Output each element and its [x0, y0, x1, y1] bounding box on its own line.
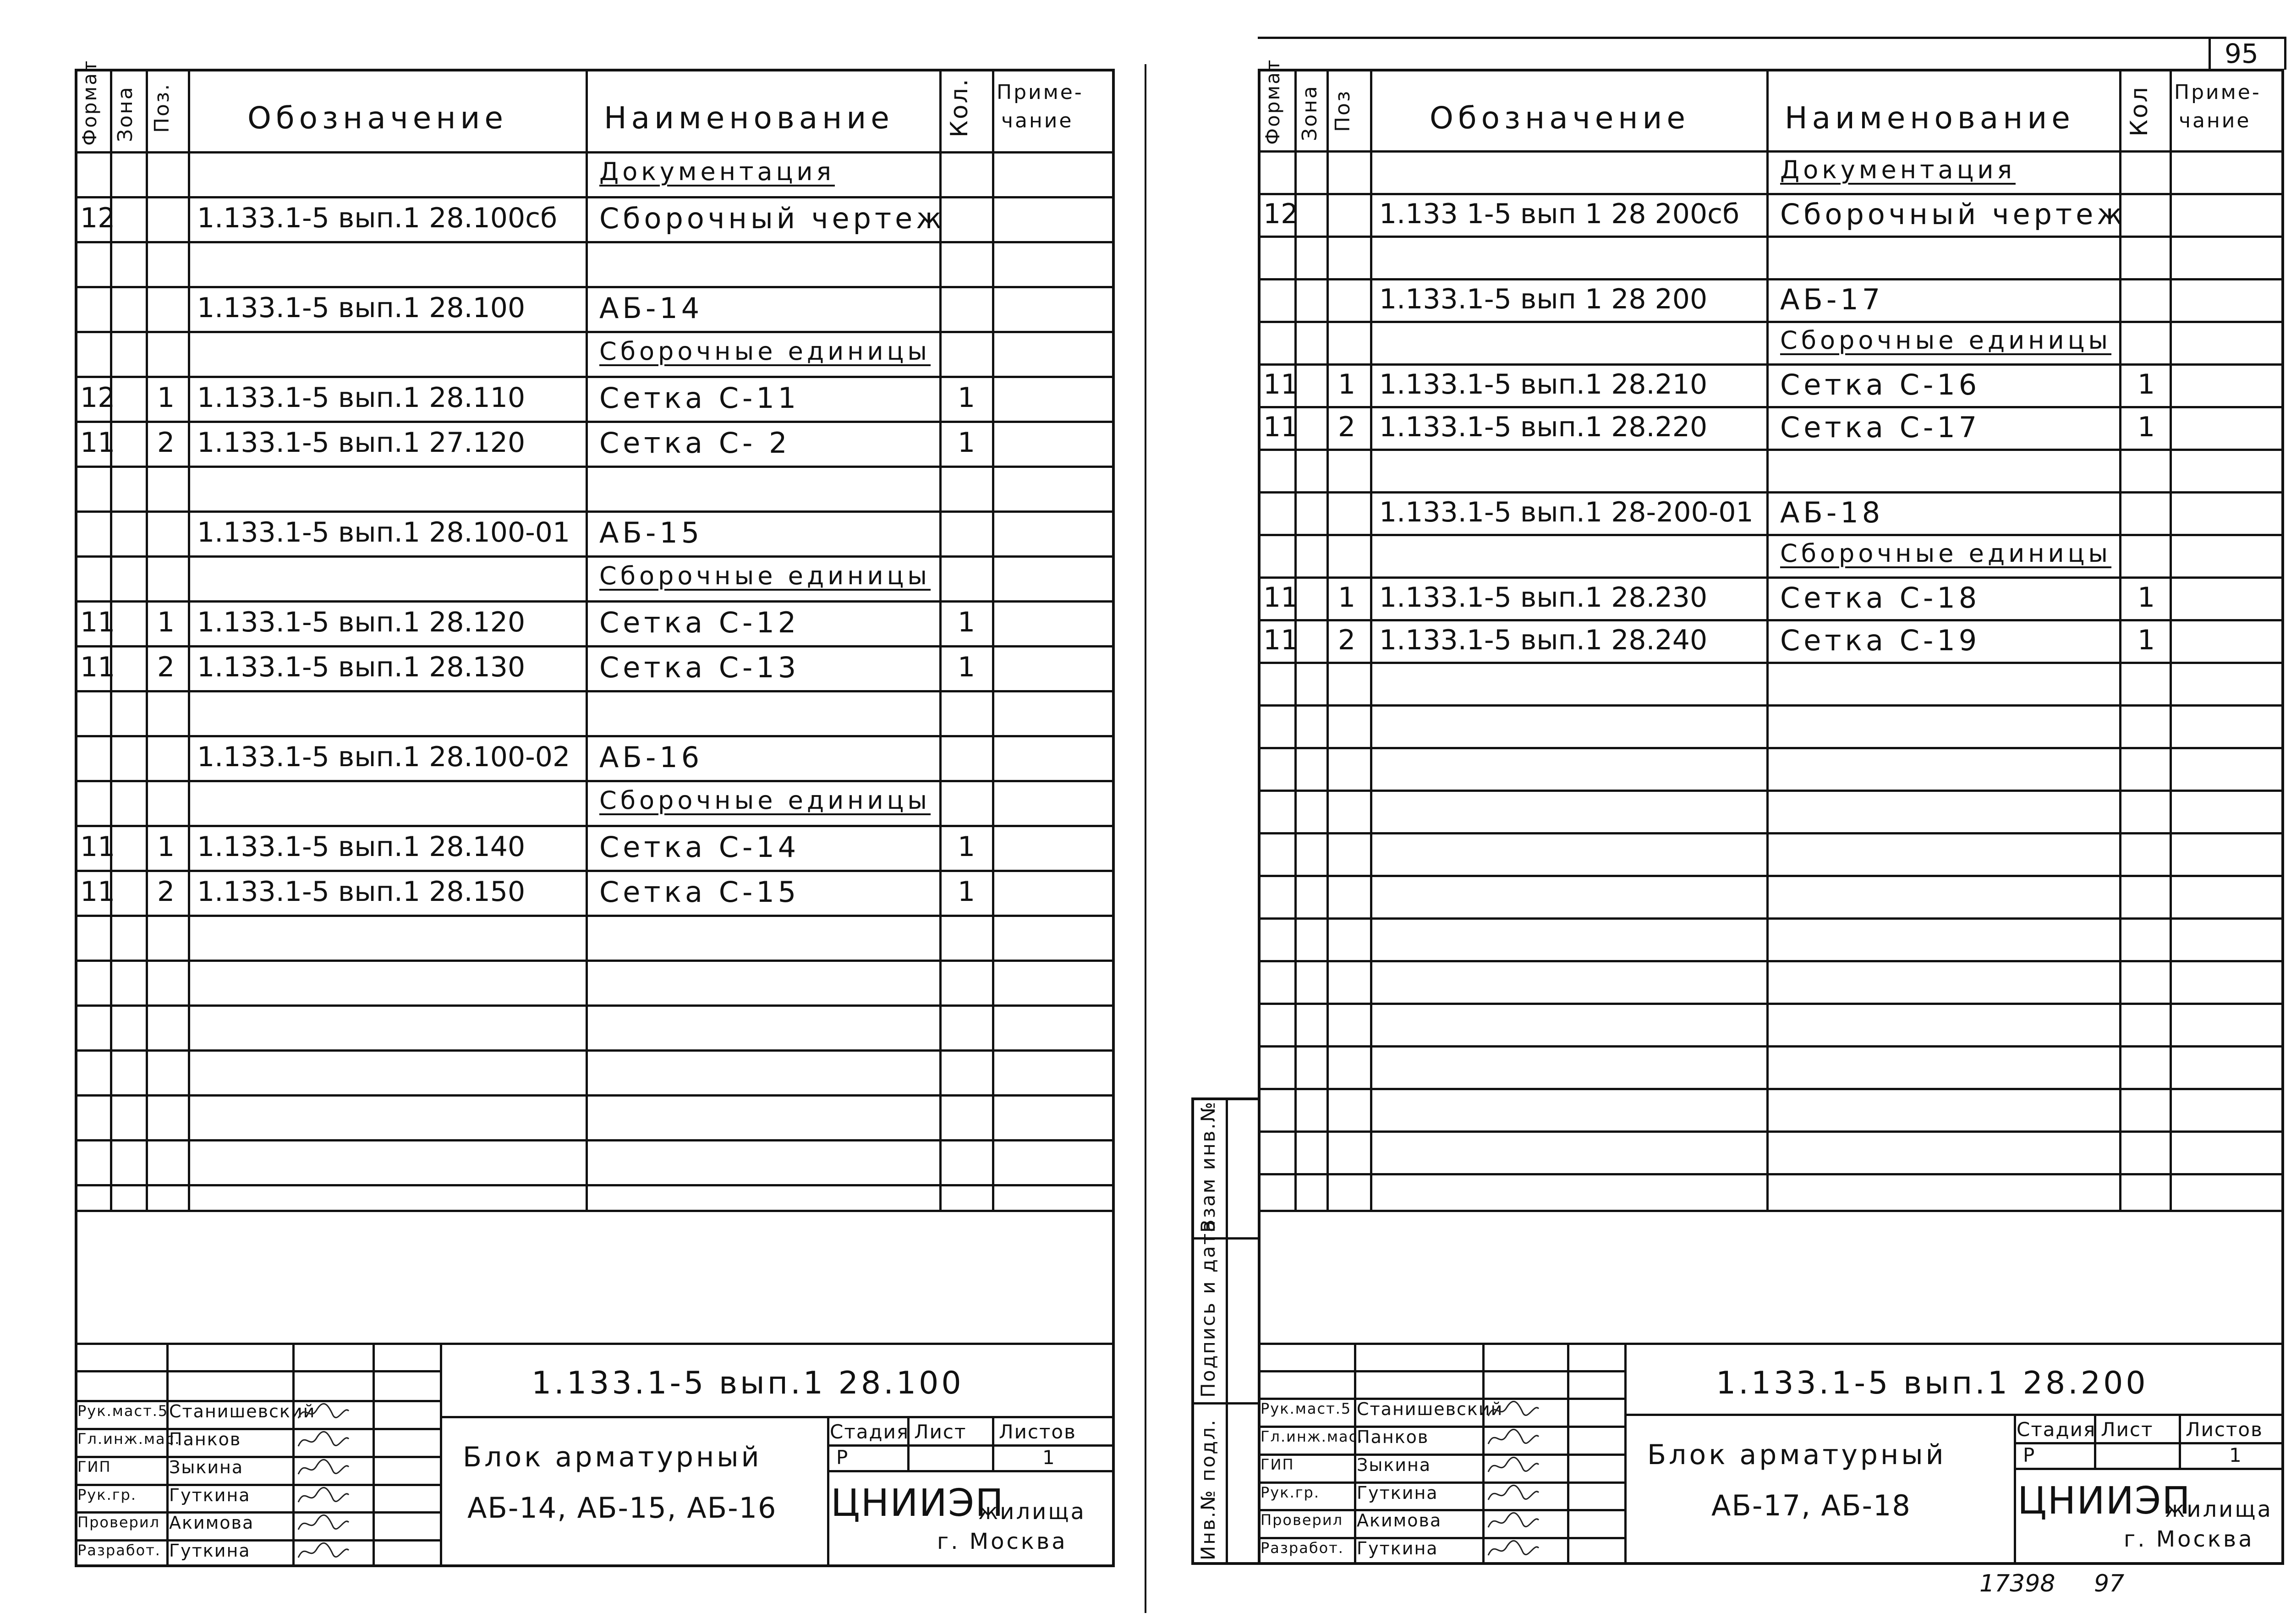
footer-code: 17398 — [1979, 1570, 2055, 1597]
row-designation: 1.133.1-5 вып.1 28.150 — [197, 876, 526, 908]
tb-person-name: Гуткина — [1357, 1538, 1438, 1559]
row-name: Сетка С- 2 — [599, 426, 791, 460]
tb-person-name: Станишевский — [1357, 1399, 1503, 1419]
row-name: Сборочные единицы — [599, 561, 931, 590]
tb-person-name: Панков — [169, 1429, 241, 1449]
tb-city: г. Москва — [2124, 1526, 2254, 1552]
tb-stage-label: Стадия — [830, 1421, 910, 1443]
row-designation: 1.133.1-5 вып.1 28.220 — [1379, 411, 1708, 443]
row-designation: 1.133.1-5 вып.1 28.140 — [197, 831, 526, 863]
row-designation: 1.133 1-5 вып 1 28 200сб — [1379, 198, 1740, 230]
row-name: Сетка С-16 — [1780, 368, 1981, 401]
tb-org: ЦНИИЭП — [831, 1481, 1004, 1525]
page-number: 95 — [2225, 38, 2258, 69]
row-line — [1258, 1045, 2284, 1048]
row-position: 1 — [1338, 368, 1356, 401]
row-name: Сетка С-18 — [1780, 581, 1981, 614]
tb-role: ГИП — [77, 1458, 111, 1476]
row-designation: 1.133.1-5 вып.1 28.210 — [1379, 368, 1708, 401]
side-stamp-inv: Инв.№ подл. — [1197, 1418, 1219, 1560]
row-name: Документация — [599, 157, 835, 186]
tb-city: г. Москва — [937, 1529, 1068, 1554]
tb-row — [1258, 1370, 1624, 1372]
row-name: АБ-17 — [1780, 282, 1884, 316]
footer-number: 97 — [2094, 1570, 2125, 1597]
header-note-line1: Приме- — [997, 81, 1084, 104]
tb-sheets: 1 — [1042, 1446, 1056, 1469]
tb-role: Гл.инж.мас. — [77, 1430, 181, 1448]
row-format: 12 — [80, 202, 115, 234]
tb-person-name: Станишевский — [169, 1401, 316, 1421]
row-name: Сборочные единицы — [1780, 325, 2112, 355]
row-position: 1 — [157, 831, 175, 863]
header-note-line1: Приме- — [2174, 81, 2261, 104]
tb-role: Рук.маст.5 — [1261, 1400, 1352, 1417]
tb-role: Проверил — [77, 1514, 160, 1531]
row-position: 1 — [157, 382, 175, 414]
tb-role: Проверил — [1261, 1511, 1343, 1529]
tb-person-name: Зыкина — [169, 1457, 244, 1477]
tb-doc-code: 1.133.1-5 вып.1 28.100 — [532, 1365, 964, 1401]
row-name: Сетка С-14 — [599, 830, 800, 864]
tb-stage: Р — [836, 1446, 849, 1469]
row-position: 1 — [1338, 581, 1356, 614]
row-designation: 1.133.1-5 вып.1 28.240 — [1379, 624, 1708, 656]
tb-row — [1258, 1481, 1624, 1484]
row-format: 11 — [1263, 411, 1299, 443]
row-name: Сборочные единицы — [1780, 538, 2112, 568]
row-line — [1258, 363, 2284, 366]
row-name: АБ-18 — [1780, 495, 1884, 529]
row-name: АБ-16 — [599, 741, 703, 774]
row-name: Сетка С-13 — [599, 651, 800, 684]
column-divider — [1326, 69, 1329, 1210]
row-line — [1258, 875, 2284, 877]
row-line — [1258, 534, 2284, 536]
row-line — [1258, 236, 2284, 238]
row-line — [1258, 832, 2284, 834]
row-designation: 1.133.1-5 вып.1 28.120 — [197, 606, 526, 638]
header-designation: Обозначение — [247, 100, 508, 136]
header-qty: Кол — [2126, 86, 2153, 137]
title-block-top — [1258, 1343, 2284, 1345]
tb-sheets-label: Листов — [999, 1421, 1076, 1443]
header-bottom-line — [1258, 150, 2284, 153]
tb-person-name: Гуткина — [169, 1485, 251, 1505]
row-designation: 1.133.1-5 вып.1 27.120 — [197, 427, 526, 459]
signature-image — [1486, 1426, 1541, 1449]
column-divider — [1766, 69, 1769, 1210]
tb-title-line2: АБ-17, АБ-18 — [1711, 1489, 1911, 1522]
header-zone: Зона — [1298, 85, 1321, 141]
tb-person-name: Акимова — [169, 1513, 254, 1533]
tb-person-name: Зыкина — [1357, 1454, 1431, 1475]
header-pos: Поз — [1331, 89, 1354, 132]
tb-stage-c2 — [2179, 1414, 2181, 1468]
row-line — [1258, 491, 2284, 494]
row-line — [1258, 1088, 2284, 1090]
tb-role: Рук.гр. — [77, 1486, 137, 1503]
column-divider — [2170, 69, 2172, 1210]
tb-stage-row1 — [2014, 1442, 2284, 1444]
row-format: 11 — [80, 651, 115, 683]
header-format: Формат — [78, 59, 101, 146]
tb-title-line1: Блок арматурный — [463, 1441, 762, 1473]
row-designation: 1.133.1-5 вып.1 28.100-02 — [197, 741, 570, 773]
row-quantity: 1 — [2138, 368, 2155, 401]
tb-role: ГИП — [1261, 1455, 1294, 1473]
header-name: Наименование — [604, 100, 894, 136]
row-position: 2 — [1338, 411, 1356, 443]
header-zone: Зона — [114, 86, 137, 142]
row-position: 1 — [157, 606, 175, 638]
header-note-line2: чание — [2179, 109, 2251, 132]
tb-stage-row2 — [2014, 1468, 2284, 1470]
body-bottom-line — [1258, 1210, 2284, 1212]
row-line — [1258, 960, 2284, 962]
row-line — [1258, 321, 2284, 323]
tb-org: ЦНИИЭП — [2017, 1479, 2191, 1523]
tb-sheets: 1 — [2229, 1444, 2242, 1466]
row-name: Сетка С-19 — [1780, 623, 1981, 657]
row-name: АБ-15 — [599, 516, 703, 549]
row-designation: 1.133.1-5 вып.1 28-200-01 — [1379, 496, 1754, 528]
row-quantity: 1 — [2138, 581, 2155, 614]
tb-role: Рук.маст.5 — [77, 1402, 169, 1420]
row-name: Сетка С-11 — [599, 381, 800, 415]
header-qty: Кол. — [946, 77, 973, 137]
page-number-box-left — [2209, 37, 2211, 70]
header-pos: Поз. — [150, 82, 174, 133]
row-name: Сетка С-17 — [1780, 410, 1981, 444]
tb-sheet-label: Лист — [914, 1421, 967, 1443]
row-quantity: 1 — [958, 382, 976, 414]
row-format: 11 — [80, 606, 115, 638]
tb-title-line2: АБ-14, АБ-15, АБ-16 — [467, 1491, 777, 1525]
tb-person-name: Гуткина — [1357, 1482, 1438, 1503]
signature-image — [1486, 1399, 1541, 1421]
row-position: 2 — [1338, 624, 1356, 656]
row-designation: 1.133.1-5 вып.1 28.110 — [197, 382, 526, 414]
side-stamp-divider — [1226, 1097, 1228, 1565]
row-quantity: 1 — [958, 427, 976, 459]
tb-stage: Р — [2023, 1444, 2036, 1466]
row-name: Сетка С-12 — [599, 606, 800, 639]
top-line — [1258, 37, 2284, 39]
row-designation: 1.133.1-5 вып.1 28.100 — [197, 292, 526, 324]
tb-row — [1258, 1454, 1624, 1456]
row-line — [1258, 449, 2284, 451]
tb-title-line1: Блок арматурный — [1647, 1439, 1946, 1471]
header-format: Формат — [1261, 58, 1284, 145]
row-line — [1258, 790, 2284, 792]
row-line — [1258, 662, 2284, 664]
row-quantity: 1 — [958, 876, 976, 908]
row-line — [1258, 576, 2284, 579]
row-designation: 1.133.1-5 вып.1 28.100-01 — [197, 516, 570, 549]
row-quantity: 1 — [2138, 411, 2155, 443]
row-format: 12 — [80, 382, 115, 414]
tb-org-suffix: жилища — [978, 1499, 1086, 1525]
tb-role: Разработ. — [1261, 1539, 1344, 1557]
signature-image — [1486, 1482, 1541, 1505]
tb-doc-code: 1.133.1-5 вып.1 28.200 — [1716, 1365, 2148, 1401]
row-name: Документация — [1780, 155, 2016, 184]
row-quantity: 1 — [958, 651, 976, 683]
row-line — [1258, 193, 2284, 195]
row-line — [1258, 619, 2284, 621]
side-stamp-row2 — [1191, 1402, 1261, 1405]
row-position: 2 — [157, 876, 175, 908]
tb-stage-label: Стадия — [2017, 1418, 2096, 1441]
row-format: 11 — [80, 831, 115, 863]
row-line — [1258, 1003, 2284, 1005]
row-line — [1258, 917, 2284, 920]
tb-org-suffix: жилища — [2165, 1497, 2273, 1522]
row-line — [1258, 1130, 2284, 1133]
row-quantity: 1 — [2138, 624, 2155, 656]
row-designation: 1.133.1-5 вып.1 28.100сб — [197, 202, 558, 234]
row-format: 11 — [1263, 368, 1299, 401]
page-number-box-right — [2284, 37, 2286, 70]
row-name: Сетка С-15 — [599, 875, 800, 909]
signature-image — [1486, 1538, 1541, 1561]
column-divider — [2119, 69, 2121, 1210]
tb-col-date — [1624, 1343, 1627, 1565]
header-note-line2: чание — [1001, 109, 1074, 132]
row-name: Сборочный чертеж — [599, 202, 946, 235]
tb-role: Гл.инж.мас. — [1261, 1427, 1364, 1445]
row-line — [1258, 704, 2284, 707]
header-designation: Обозначение — [1430, 100, 1690, 136]
row-quantity: 1 — [958, 831, 976, 863]
column-divider — [1370, 69, 1372, 1210]
row-line — [1258, 747, 2284, 749]
row-position: 2 — [157, 427, 175, 459]
row-name: АБ-14 — [599, 291, 703, 325]
row-designation: 1.133.1-5 вып.1 28.230 — [1379, 581, 1708, 614]
tb-main-divider — [1624, 1414, 2284, 1416]
side-stamp-vzam: Взам инв.№ — [1197, 1100, 1219, 1233]
tb-role: Разработ. — [77, 1542, 161, 1559]
signature-image — [1486, 1510, 1541, 1533]
tb-sheet-label: Лист — [2101, 1418, 2154, 1441]
row-designation: 1.133.1-5 вып 1 28 200 — [1379, 283, 1708, 315]
row-name: Сборочные единицы — [599, 786, 931, 815]
row-designation: 1.133.1-5 вып.1 28.130 — [197, 651, 526, 683]
row-format: 11 — [80, 876, 115, 908]
row-line — [1258, 1173, 2284, 1175]
tb-stage-left — [2014, 1414, 2016, 1565]
row-position: 2 — [157, 651, 175, 683]
row-name: Сборочный чертеж — [1780, 197, 2127, 231]
row-format: 11 — [1263, 581, 1299, 614]
row-format: 11 — [1263, 624, 1299, 656]
row-line — [1258, 406, 2284, 408]
tb-role: Рук.гр. — [1261, 1483, 1320, 1501]
row-name: Сборочные единицы — [599, 337, 931, 366]
side-stamp-sign: Подпись и дата — [1197, 1219, 1219, 1398]
tb-person-name: Гуткина — [169, 1541, 251, 1561]
row-format: 12 — [1263, 198, 1299, 230]
tb-sheets-label: Листов — [2186, 1418, 2263, 1441]
row-quantity: 1 — [958, 606, 976, 638]
tb-person-name: Акимова — [1357, 1510, 1442, 1531]
row-line — [1258, 278, 2284, 280]
tb-person-name: Панков — [1357, 1426, 1429, 1447]
row-format: 11 — [80, 427, 115, 459]
signature-image — [1486, 1454, 1541, 1477]
header-name: Наименование — [1785, 100, 2075, 136]
